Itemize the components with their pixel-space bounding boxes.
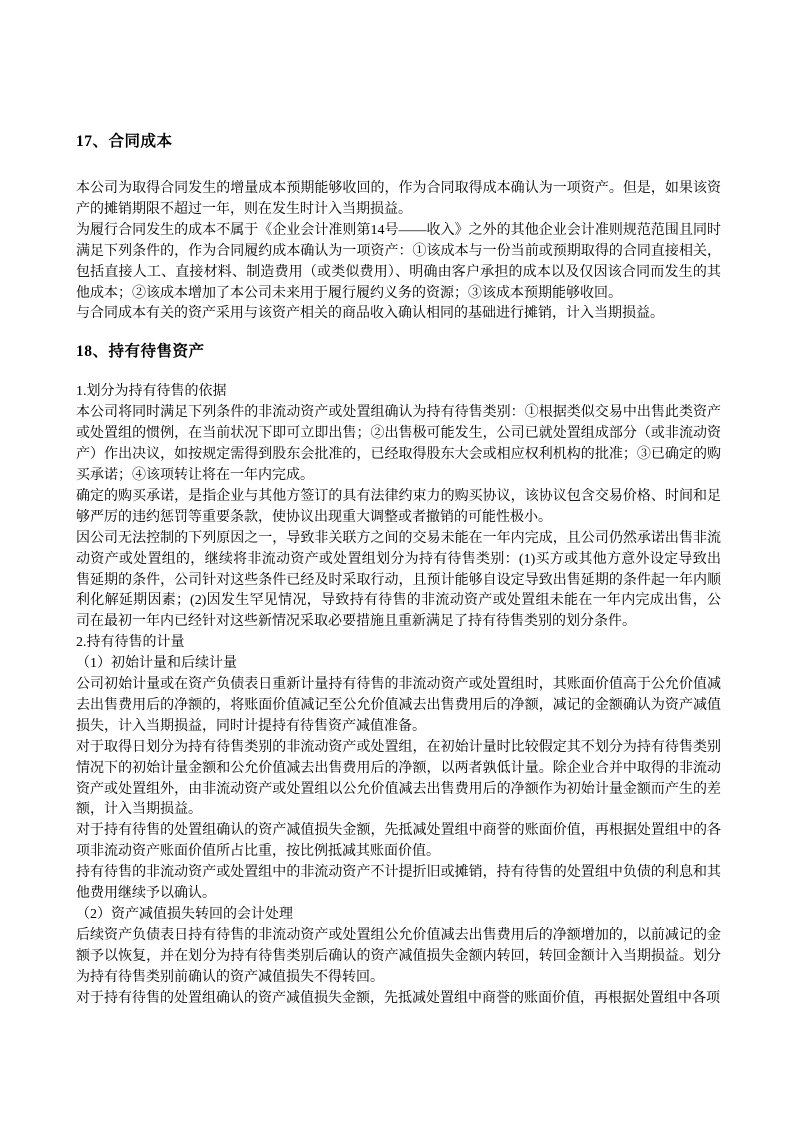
paragraph: 对于持有待售的处置组确认的资产减值损失金额，先抵减处置组中商誉的账面价值，再根据处置组中各项 xyxy=(76,990,720,1006)
subsection-title: 1.划分为持有待售的依据 xyxy=(76,384,227,400)
paragraph: 公司初始计量或在资产负债表日重新计量持有待售的非流动资产或处置组时，其账面价值高于公允价值减去出售费用后的净额的，将账面价值减记至公允价值减去出售费用后的净额，减记的金额确认为资产减值损失，计入当期损益，同时计提持有待售资产减值准备。 xyxy=(76,677,721,734)
paragraph: 对于持有待售的处置组确认的资产减值损失金额，先抵减处置组中商誉的账面价值，再根据处置组中的各项非流动资产账面价值所占比重，按比例抵减其账面价值。 xyxy=(76,823,721,860)
paragraph: 后续资产负债表日持有待售的非流动资产或处置组公允价值减去出售费用后的净额增加的，以前减记的金额予以恢复，并在划分为持有待售类别后确认的资产减值损失金额内转回，转回金额计入当期损益。划分为持有待售类别前确认的资产减值损失不得转回。 xyxy=(76,927,721,985)
subsection-title: （1）初始计量和后续计量 xyxy=(76,656,237,672)
paragraph: 持有待售的非流动资产或处置组中的非流动资产不计提折旧或摊销，持有待售的处置组中负债的利息和其他费用继续予以确认。 xyxy=(76,865,721,902)
paragraph: 本公司将同时满足下列条件的非流动资产或处置组确认为持有待售类别：①根据类似交易中出售此类资产或处置组的惯例，在当前状况下即可立即出售；②出售极可能发生，公司已就处置组成部分（或非流动资产）作出决议，如按规定需得到股东会批准的，已经取得股东大会或相应权利机构的批准；③已确定的购买承诺；④该项转让将在一年内完成。 xyxy=(76,405,721,483)
paragraph: 因公司无法控制的下列原因之一，导致非关联方之间的交易未能在一年内完成，且公司仍然承诺出售非流动资产或处置组的，继续将非流动资产或处置组划分为持有待售类别：(1)买方或其他方意外设定导致出售延期的条件，公司针对这些条件已经及时采取行动，且预计能够自设定导致出售延期的条件起一年内顺利化解延期因素；(2)因发生罕见情况，导致持有待售的非流动资产或处置组未能在一年内完成出售，公司在最初一年内已经针对这些新情况采取必要措施且重新满足了持有待售类别的划分条件。 xyxy=(76,530,721,630)
subsection-title: 2.持有待售的计量 xyxy=(76,635,185,651)
section-body-contract-costs xyxy=(76,179,721,325)
paragraph: 对于取得日划分为持有待售类别的非流动资产或处置组，在初始计量时比较假定其不划分为持有待售类别情况下的初始计量金额和公允价值减去出售费用后的净额，以两者孰低计量。除企业合并中取得的非流动资产或处置组外，由非流动资产或处置组以公允价值减去出售费用后的净额作为初始计量金额而产生的差额，计入当期损益。 xyxy=(76,739,721,818)
paragraph: 确定的购买承诺，是指企业与其他方签订的具有法律约束力的购买协议，该协议包含交易价格、时间和足够严厉的违约惩罚等重要条款，使协议出现重大调整或者撤销的可能性极小。 xyxy=(76,488,721,525)
paragraph: 为履行合同发生的成本不属于《企业会计准则第14号——收入》之外的其他企业会计准则规范范围且同时满足下列条件的，作为合同履约成本确认为一项资产：①该成本与一份当前或预期取得的合同直接相关，包括直接人工、直接材料、制造费用（或类似费用）、明确由客户承担的成本以及仅因该合同而发生的其他成本；②该成本增加了本公司未来用于履行履约义务的资源；③该成本预期能够收回。 xyxy=(76,222,721,301)
section-body-held-for-sale-assets xyxy=(76,382,721,1009)
paragraph: 与合同成本有关的资产采用与该资产相关的商品收入确认相同的基础进行摊销，计入当期损益。 xyxy=(76,306,664,322)
section-heading-held-for-sale-assets: 18、持有待售资产 xyxy=(76,343,205,361)
paragraph: 本公司为取得合同发生的增量成本预期能够收回的，作为合同取得成本确认为一项资产。但是，如果该资产的摊销期限不超过一年，则在发生时计入当期损益。 xyxy=(76,181,721,217)
subsection-title: （2）资产减值损失转回的会计处理 xyxy=(76,907,293,922)
section-heading-contract-costs: 17、合同成本 xyxy=(76,133,173,150)
